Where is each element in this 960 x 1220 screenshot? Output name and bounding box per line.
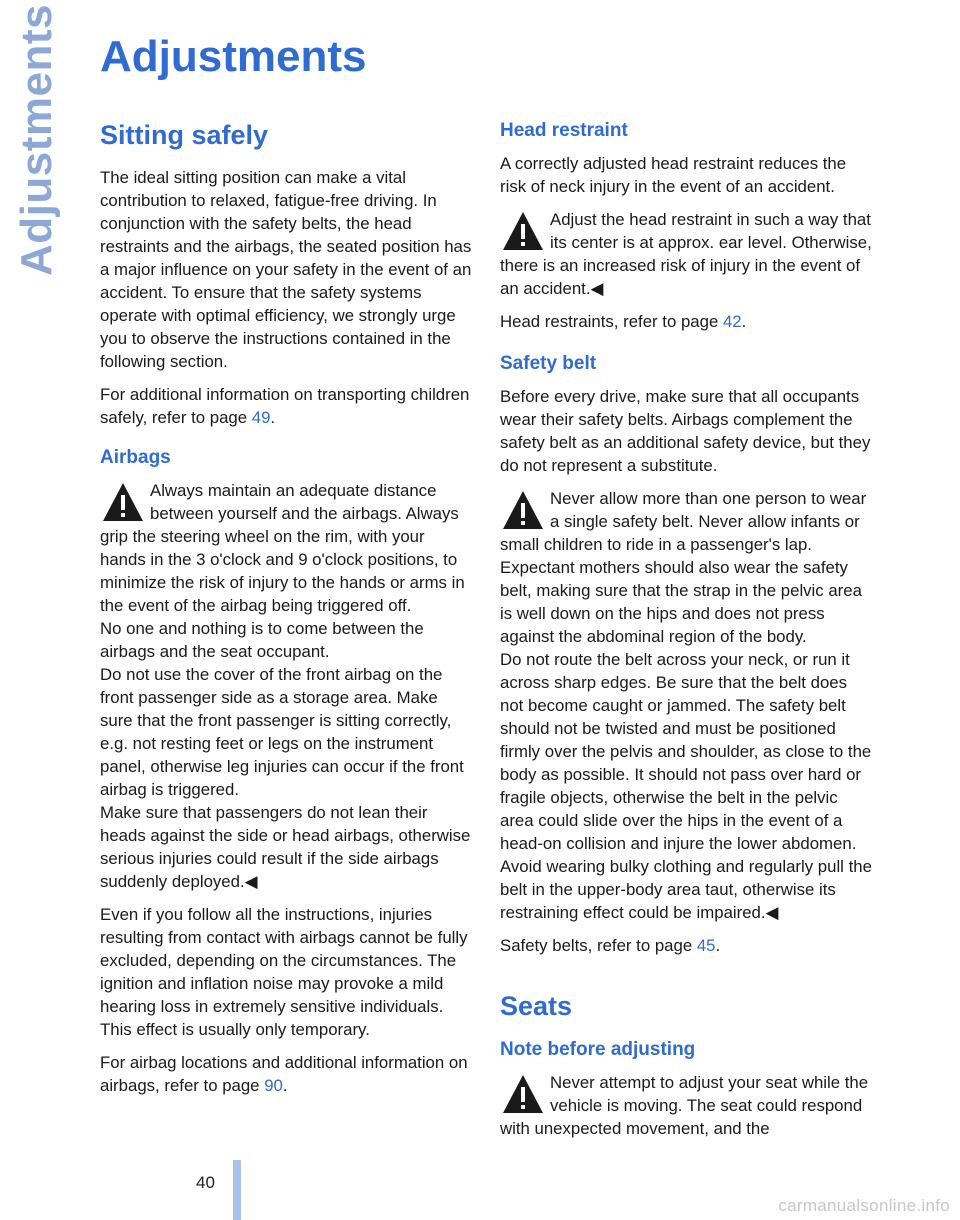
page-number: 40 — [196, 1173, 215, 1192]
section-title-seats: Seats — [500, 991, 573, 1021]
sitting-paragraph-1: The ideal sitting position can make a vital contribution to relaxed, fatigue-free driving. In conjunction with the safety belts, the head restraints and the airbags, the seated position has a major influence on your safety in the event of an accident. To ensure that the safety systems operate with optimal efficiency, we strongly urge you to observe the instructions contained in the following section. — [100, 168, 472, 371]
warning-icon — [500, 487, 546, 533]
airbags-paragraph-2-text: For airbag locations and additional information on airbags, refer to page — [100, 1053, 468, 1095]
watermark: carmanualsonline.info — [778, 1196, 950, 1215]
left-column — [100, 118, 472, 1107]
head-restraint-reference-text: Head restraints, refer to page — [500, 312, 723, 331]
seat-adjust-warning-text: Never attempt to adjust your seat while the vehicle is moving. The seat could respond with unexpected movement, and the — [500, 1073, 869, 1138]
subsection-title-safety-belt: Safety belt — [500, 353, 597, 374]
page-link-90[interactable]: 90 — [264, 1076, 283, 1095]
side-tab-label: Adjustments — [12, 4, 61, 276]
airbags-warning-line-1: Always maintain an adequate distance between yourself and the airbags. Always grip the steering wheel on the rim, with your hands in the 3 o'clock and 9 o'clock positions, to minimize the risk of injury to the hands or arms in the event of the airbag being triggered off. — [100, 481, 465, 615]
sitting-paragraph-2-text: For additional information on transporting children safely, refer to page — [100, 385, 470, 427]
safety-belt-reference: Safety belts, refer to page 45. — [500, 936, 721, 955]
subsection-title-note-before-adjusting: Note before adjusting — [500, 1039, 696, 1060]
subsection-title-airbags: Airbags — [100, 447, 171, 468]
sitting-paragraph-2: For additional information on transporting children safely, refer to page 49. — [100, 385, 470, 427]
head-restraint-reference: Head restraints, refer to page 42. — [500, 312, 747, 331]
head-restraint-warning — [500, 208, 872, 300]
airbags-warning-line-2: No one and nothing is to come between the airbags and the seat occupant. — [100, 619, 424, 661]
airbags-warning — [100, 479, 472, 893]
warning-icon — [500, 1071, 546, 1117]
safety-belt-warning-line-1: Never allow more than one person to wear a single safety belt. Never allow infants or small children to ride in a passenger's lap. — [500, 489, 867, 554]
footer-bar — [233, 1160, 241, 1220]
airbags-warning-line-4: Make sure that passengers do not lean their heads against the side or head airbags, otherwise serious injuries could result if the side airbags suddenly deployed.◀ — [100, 803, 471, 891]
warning-icon — [500, 208, 546, 254]
section-title-sitting-safely: Sitting safely — [100, 120, 269, 150]
airbags-paragraph-2: For airbag locations and additional information on airbags, refer to page 90. — [100, 1053, 468, 1095]
page-title: Adjustments — [100, 32, 367, 81]
seat-adjust-warning — [500, 1071, 872, 1140]
airbags-paragraph-1: Even if you follow all the instructions, injuries resulting from contact with airbags cannot be fully excluded, depending on the circumstances. The ignition and inflation noise may provoke a mild hearing loss in extremely sensitive individuals. This effect is usually only temporary. — [100, 905, 468, 1039]
page-link-45[interactable]: 45 — [696, 936, 716, 955]
safety-belt-reference-text: Safety belts, refer to page — [500, 936, 697, 955]
safety-belt-warning-line-2: Expectant mothers should also wear the safety belt, making sure that the strap in the pelvic area is well down on the hips and does not press against the abdominal region of the body. — [500, 558, 862, 646]
page-link-49[interactable]: 49 — [251, 408, 271, 427]
safety-belt-warning-line-3: Do not route the belt across your neck, or run it across sharp edges. Be sure that the belt does not become caught or jammed. The safety belt should not be twisted and must be positioned firmly over the pelvis and shoulder, as close to the body as possible. It should not pass over hard or fragile objects, otherwise the belt in the pelvic area could slide over the hips in the event of a head-on collision and injure the lower abdomen. Avoid wearing bulky clothing and regularly pull the belt in the upper-body area taut, otherwise its restraining effect could be impaired.◀ — [500, 650, 872, 922]
right-column — [500, 118, 872, 1150]
page-link-42[interactable]: 42 — [722, 312, 742, 331]
head-restraint-warning-text: Adjust the head restraint in such a way that its center is at approx. ear level. Otherwise, there is an increased risk of injury in the event of an accident.◀ — [500, 210, 872, 298]
warning-icon — [100, 479, 146, 525]
side-tab — [6, 4, 61, 280]
airbags-warning-line-3: Do not use the cover of the front airbag on the front passenger side as a storage area. Make sure that the front passenger is sitting correctly, e.g. not resting feet or legs on the instrument panel, otherwise leg injuries can occur if the front airbag is triggered. — [100, 665, 464, 799]
safety-belt-paragraph: Before every drive, make sure that all occupants wear their safety belts. Airbags complement the safety belt as an additional safety device, but they do not represent a substitute. — [500, 387, 871, 475]
safety-belt-warning — [500, 487, 872, 924]
head-restraint-paragraph: A correctly adjusted head restraint reduces the risk of neck injury in the event of an accident. — [500, 154, 847, 196]
subsection-title-head-restraint: Head restraint — [500, 120, 628, 141]
